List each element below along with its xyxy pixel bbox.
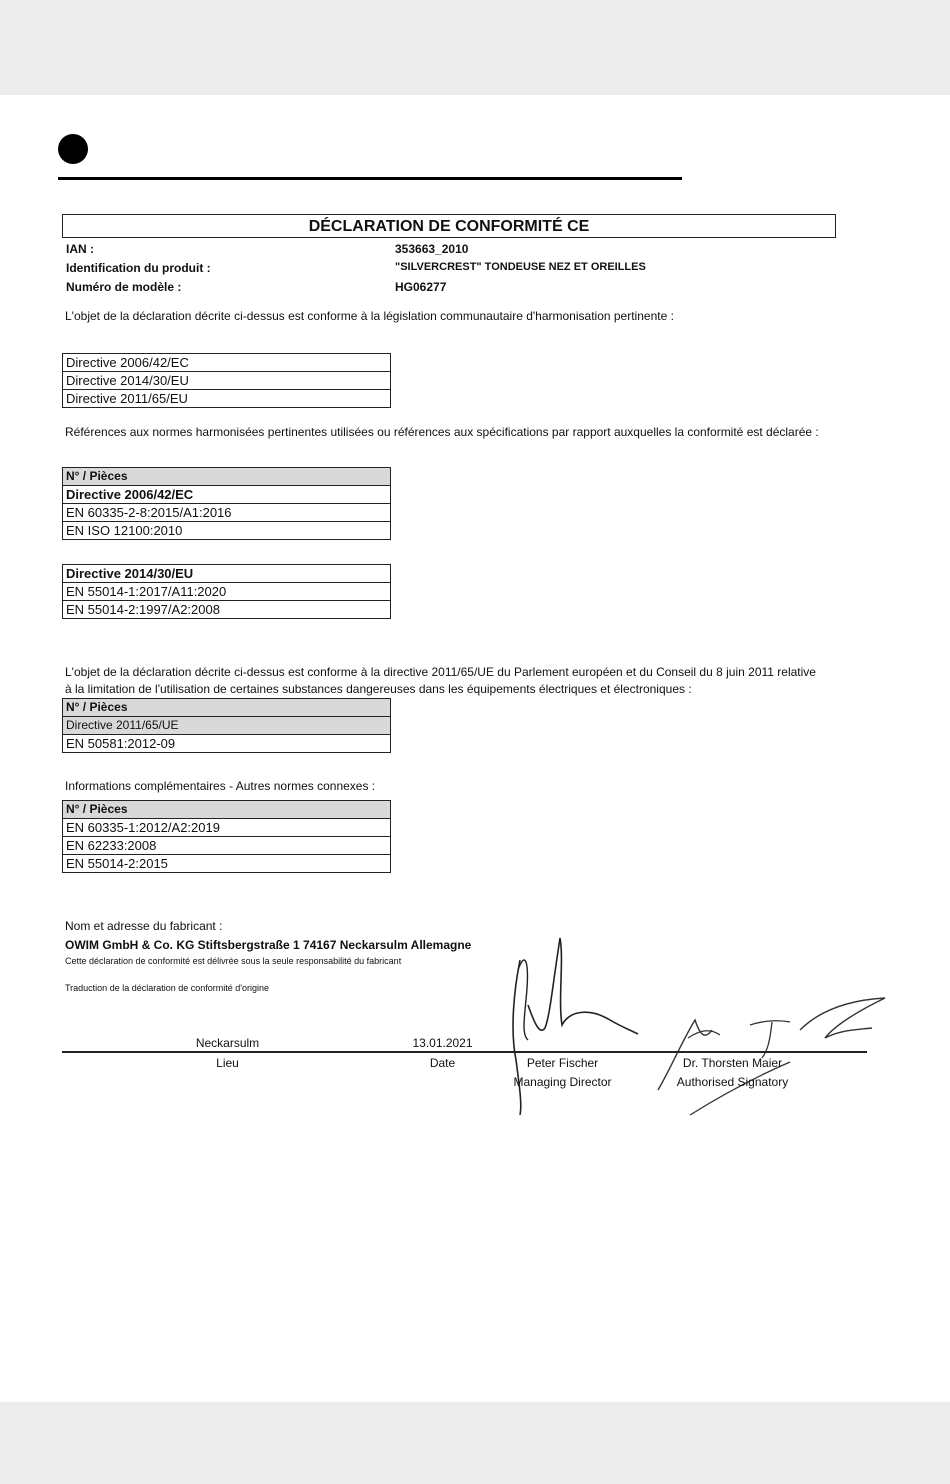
standard-cell: EN 62233:2008 — [63, 837, 391, 855]
standard-cell: EN 60335-1:2012/A2:2019 — [63, 819, 391, 837]
translation-note: Traduction de la déclaration de conformité d'origine — [65, 983, 270, 993]
standard-cell: EN 60335-2-8:2015/A1:2016 — [63, 504, 391, 522]
table-header: N° / Pièces — [63, 801, 391, 819]
info-label: Informations complémentaires - Autres normes connexes : — [65, 779, 376, 793]
statement-rohs-line1: L'objet de la déclaration décrite ci-dessus est conforme à la directive 2011/65/UE du Parlement européen et du Conseil du 8 juin 2011 relative — [65, 665, 816, 679]
place-value: Neckarsulm — [195, 1036, 260, 1050]
standard-cell: EN 55014-1:2017/A11:2020 — [63, 583, 391, 601]
standard-cell: EN ISO 12100:2010 — [63, 522, 391, 540]
directive-cell: Directive 2011/65/EU — [63, 390, 391, 408]
statement-standards: Références aux normes harmonisées pertinentes utilisées ou références aux spécifications par rapport auxquelles la conformité est déclarée : — [65, 425, 819, 439]
signer2-name: Dr. Thorsten Maier — [682, 1056, 783, 1070]
statement-rohs-line2: à la limitation de l'utilisation de certaines substances dangereuses dans les équipements électriques et électroniques : — [65, 682, 692, 696]
declaration-title: DÉCLARATION DE CONFORMITÉ CE — [62, 214, 836, 238]
signature-maier-icon — [650, 990, 890, 1120]
directives-table — [62, 353, 391, 408]
signature-rule — [62, 1051, 867, 1053]
bottom-band — [0, 1402, 950, 1484]
standards-table-machinery — [62, 467, 391, 540]
date-value: 13.01.2021 — [412, 1036, 473, 1050]
header-rule — [58, 177, 682, 180]
date-label: Date — [429, 1056, 456, 1070]
signer1-title: Managing Director — [513, 1075, 612, 1089]
manufacturer-address: OWIM GmbH & Co. KG Stiftsbergstraße 1 74167 Neckarsulm Allemagne — [65, 938, 472, 952]
ian-label: IAN : — [66, 242, 94, 256]
standard-cell: EN 55014-2:1997/A2:2008 — [63, 601, 391, 619]
standard-cell: EN 55014-2:2015 — [63, 855, 391, 873]
directive-heading: Directive 2006/42/EC — [63, 486, 391, 504]
directive-cell: Directive 2006/42/EC — [63, 354, 391, 372]
directive-heading: Directive 2011/65/UE — [63, 717, 391, 735]
statement-harmonisation: L'objet de la déclaration décrite ci-dessus est conforme à la législation communautaire d'harmonisation pertinente : — [65, 309, 674, 323]
table-header: N° / Pièces — [63, 699, 391, 717]
standard-cell: EN 50581:2012-09 — [63, 735, 391, 753]
responsibility-note: Cette déclaration de conformité est délivrée sous la seule responsabilité du fabricant — [65, 956, 402, 966]
directive-heading: Directive 2014/30/EU — [63, 565, 391, 583]
product-id-label: Identification du produit : — [66, 261, 211, 275]
signature-fischer-icon — [500, 930, 650, 1120]
ian-value: 353663_2010 — [395, 242, 469, 256]
product-id-value: "SILVERCREST" TONDEUSE NEZ ET OREILLES — [395, 261, 646, 273]
language-bullet-icon — [58, 134, 88, 164]
standards-table-rohs — [62, 698, 391, 753]
model-label: Numéro de modèle : — [66, 280, 182, 294]
top-band — [0, 0, 950, 95]
table-header: N° / Pièces — [63, 468, 391, 486]
standards-table-other — [62, 800, 391, 873]
signer1-name: Peter Fischer — [526, 1056, 599, 1070]
model-value: HG06277 — [395, 280, 447, 294]
signer2-title: Authorised Signatory — [676, 1075, 789, 1089]
manufacturer-label: Nom et adresse du fabricant : — [65, 919, 223, 933]
directive-cell: Directive 2014/30/EU — [63, 372, 391, 390]
standards-table-emc — [62, 564, 391, 619]
place-label: Lieu — [216, 1056, 239, 1070]
